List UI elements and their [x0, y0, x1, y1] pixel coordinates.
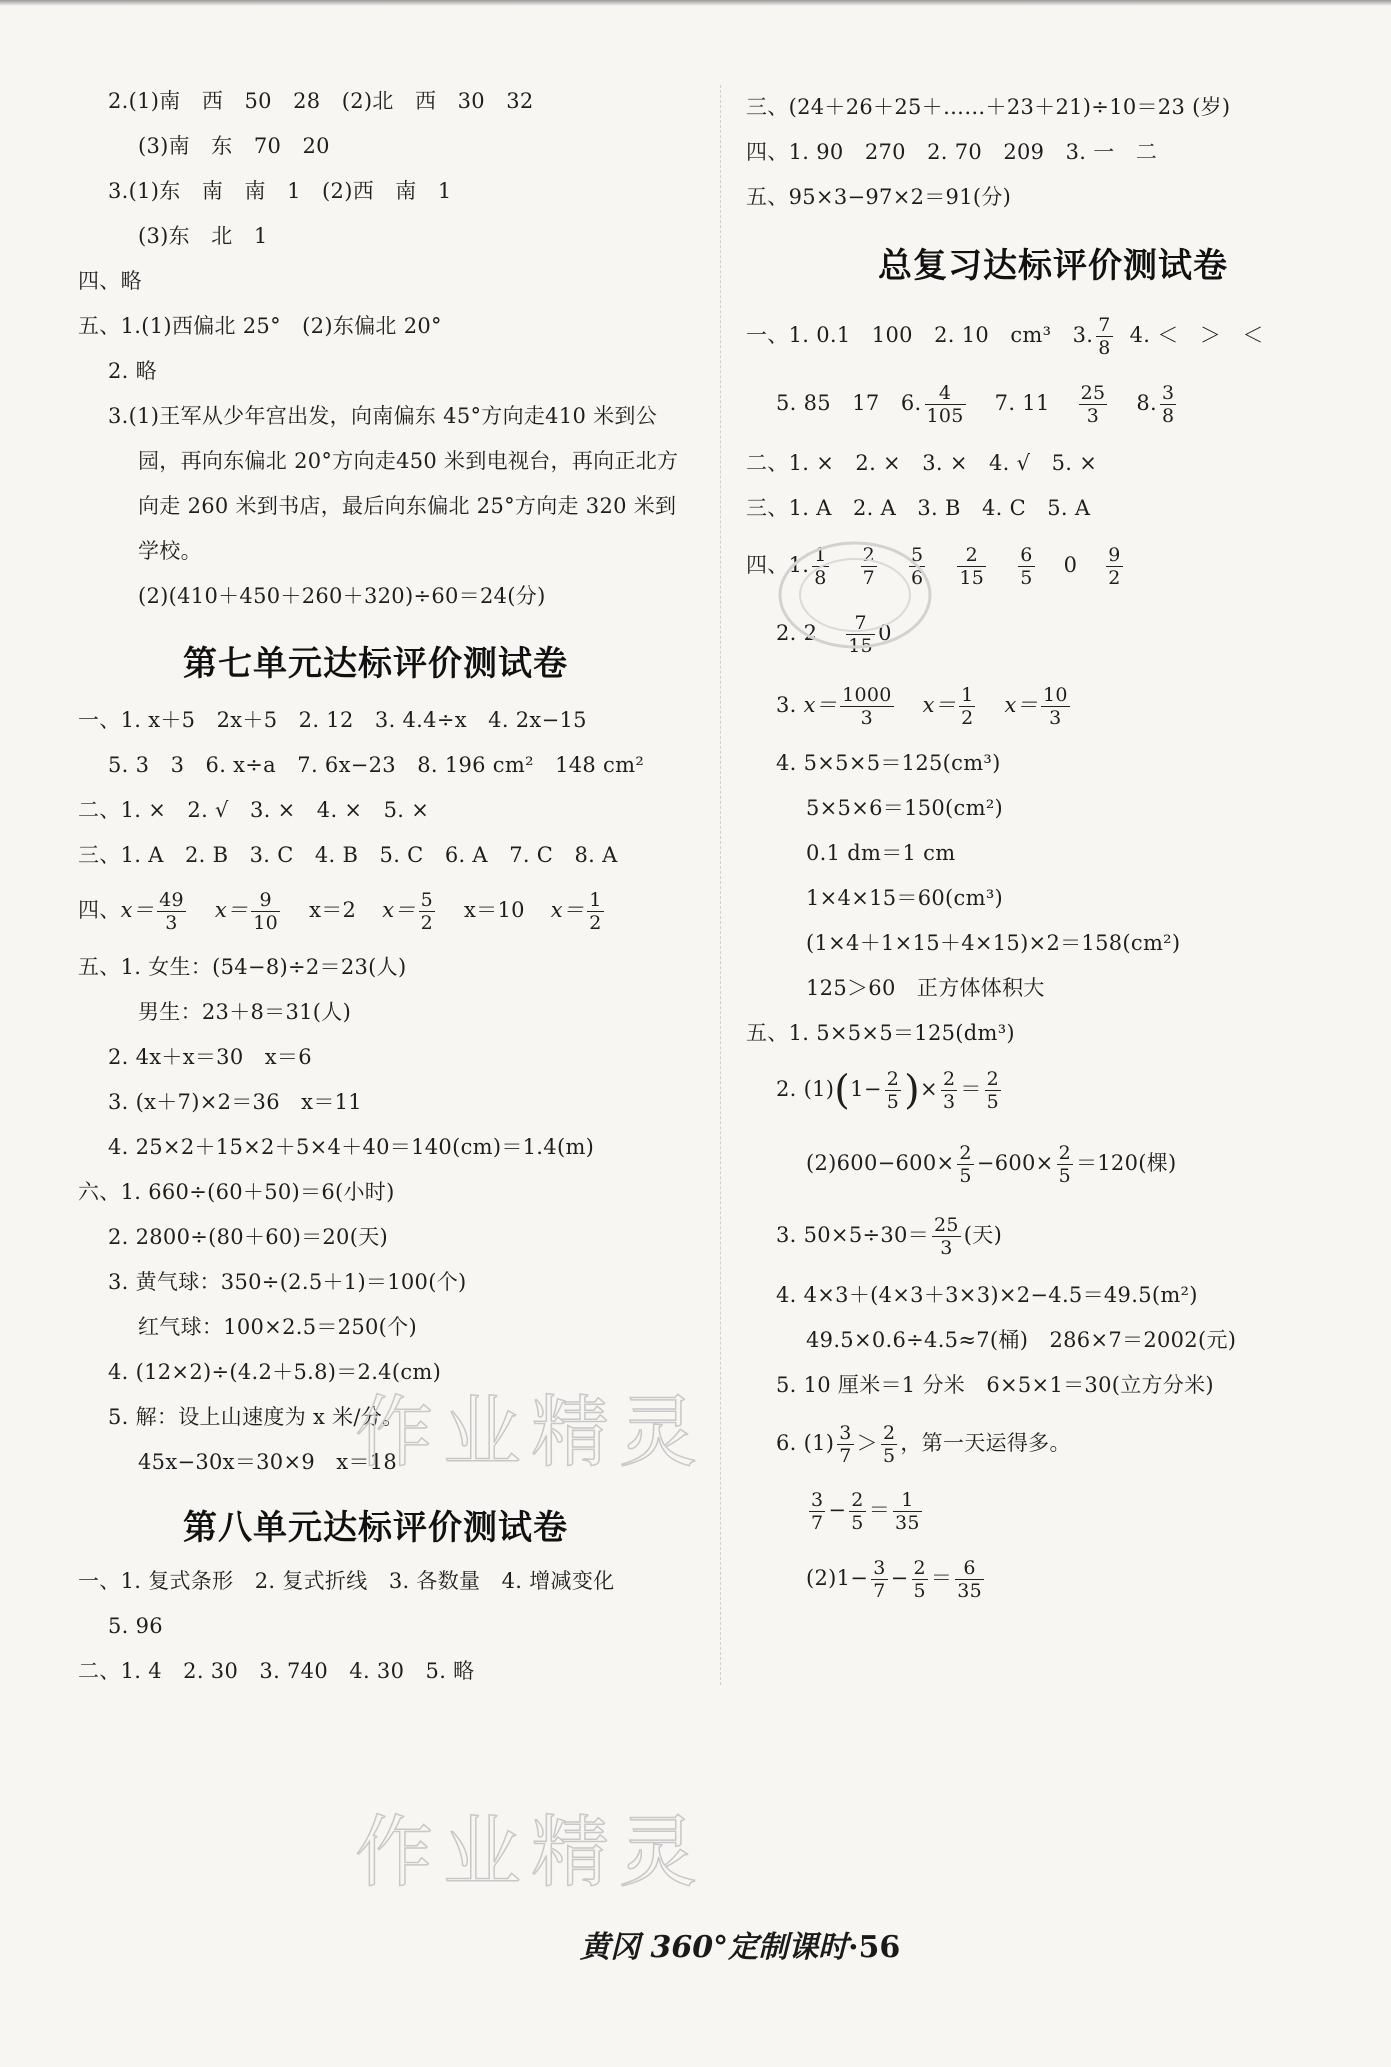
answer-line: (3)东 北 1 — [138, 224, 268, 248]
answer-line: 5. 96 — [108, 1614, 163, 1638]
answer-line-fractions: 一、1. 0.1 100 2. 10 cm³ 3. $\frac{7}{8}$ 4. ＜ ＞ ＜ — [746, 314, 1264, 359]
fraction: $\frac{2}{5}$ — [986, 1068, 1000, 1113]
fraction: $\frac{2}{5}$ — [959, 1142, 972, 1187]
fraction: $\frac{2}{5}$ — [851, 1489, 864, 1534]
answer-line: 5. 解：设上山速度为 x 米/分。 — [108, 1405, 404, 1429]
answer-line: 四、1. 90 270 2. 70 209 3. 一 二 — [746, 140, 1158, 164]
answer-line-fractions: 6. (1) $\frac{3}{7}$ ＞ $\frac{2}{5}$ ，第一天运得多。 — [776, 1422, 1071, 1467]
answer-line: 5. 10 厘米＝1 分米 6×5×1＝30(立方分米) — [776, 1373, 1214, 1397]
answer-line: (3)南 东 70 20 — [138, 134, 330, 158]
section-title-unit7: 第七单元达标评价测试卷 — [183, 644, 568, 684]
answer-line: 学校。 — [138, 539, 202, 563]
fraction: $\frac{25}{3}$ — [934, 1214, 959, 1259]
answer-line: (1×4＋1×15＋4×15)×2＝158(cm²) — [806, 931, 1181, 955]
answer-line: 1×4×15＝60(cm³) — [806, 886, 1004, 910]
fraction: $\frac{49}{3}$ — [159, 889, 184, 934]
fraction: $\frac{10}{3}$ — [1042, 684, 1068, 729]
prefix: 四、 — [78, 898, 121, 922]
answer-line-fractions: 3. x＝ $\frac{1000}{3}$ x＝ $\frac{1}{2}$ x＝ $\frac{10}{3}$ — [776, 684, 1068, 729]
answer-line: 2. 2800÷(80＋60)＝20(天) — [108, 1225, 388, 1249]
answer-line: 二、1. × 2. × 3. × 4. √ 5. × — [746, 451, 1098, 475]
fraction: $\frac{1}{2}$ — [589, 889, 602, 934]
answer-line: 4. 5×5×5＝125(cm³) — [776, 751, 1001, 775]
answer-line: 园，再向东偏北 20°方向走450 米到电视台，再向正北方 — [138, 449, 679, 473]
answer-line: 3.(1)东 南 南 1 (2)西 南 1 — [108, 179, 452, 203]
answer-line: 2.(1)南 西 50 28 (2)北 西 30 32 — [108, 89, 534, 113]
fraction: $\frac{6}{35}$ — [957, 1557, 982, 1602]
fraction: $\frac{4}{105}$ — [926, 382, 964, 427]
answer-value: x＝2 — [309, 898, 357, 922]
page-number: ·56 — [848, 1930, 901, 1965]
fraction: $\frac{2}{5}$ — [886, 1068, 900, 1113]
footer-brand: 黄冈 360°定制课时 — [580, 1930, 849, 1965]
answer-line-fractions: 2. (1)(1− $\frac{2}{5}$ )× $\frac{2}{3}$ ＝ $\frac{2}{5}$ — [776, 1067, 1000, 1114]
answer-line: 三、1. A 2. A 3. B 4. C 5. A — [746, 496, 1091, 520]
answer-line: 六、1. 660÷(60＋50)＝6(小时) — [78, 1180, 395, 1204]
answer-line: 五、1. 5×5×5＝125(dm³) — [746, 1021, 1015, 1045]
answer-line: 二、1. 4 2. 30 3. 740 4. 30 5. 略 — [78, 1659, 475, 1683]
answer-line: 4. 25×2＋15×2＋5×4＋40＝140(cm)＝1.4(m) — [108, 1135, 595, 1159]
fraction: $\frac{3}{7}$ — [839, 1422, 852, 1467]
answer-line: 5. 3 3 6. x÷a 7. 6x−23 8. 196 cm² 148 cm² — [108, 753, 645, 777]
fraction: $\frac{7}{8}$ — [1098, 314, 1111, 359]
answer-line: 五、1. 女生：(54−8)÷2＝23(人) — [78, 955, 407, 979]
fraction: $\frac{9}{10}$ — [253, 889, 279, 934]
fraction: $\frac{25}{3}$ — [1080, 382, 1106, 427]
answer-line: 4. 4×3＋(4×3＋3×3)×2−4.5＝49.5(m²) — [776, 1283, 1198, 1307]
fraction: $\frac{3}{7}$ — [811, 1489, 824, 1534]
fraction: $\frac{1}{8}$ — [814, 544, 827, 589]
answer-line: (2)(410＋450＋260＋320)÷60＝24(分) — [138, 584, 546, 608]
answer-line: 男生：23＋8＝31(人) — [138, 1000, 352, 1024]
answer-line: 2. 略 — [108, 359, 157, 383]
answer-line-fractions — [78, 885, 607, 935]
answer-line: 三、1. A 2. B 3. C 4. B 5. C 6. A 7. C 8. A — [78, 843, 618, 867]
fraction: $\frac{5}{6}$ — [911, 544, 924, 589]
answer-line: 红气球：100×2.5＝250(个) — [138, 1315, 417, 1339]
x-equals: x＝ — [120, 898, 155, 922]
answer-line: 五、95×3−97×2＝91(分) — [746, 185, 1012, 209]
answer-line: 四、略 — [78, 269, 142, 293]
fraction: $\frac{7}{15}$ — [848, 612, 874, 657]
answer-line-fractions: (2)1− $\frac{3}{7}$ − $\frac{2}{5}$ ＝ $\frac{6}{35}$ — [806, 1557, 982, 1602]
answer-line: 3. (x＋7)×2＝36 x＝11 — [108, 1090, 362, 1114]
top-edge-shadow — [0, 0, 1391, 6]
fraction: $\frac{2}{15}$ — [959, 544, 985, 589]
page-footer — [580, 1922, 900, 1966]
answer-line: 49.5×0.6÷4.5≈7(桶) 286×7＝2002(元) — [806, 1328, 1237, 1352]
answer-line: 3. 黄气球：350÷(2.5＋1)＝100(个) — [108, 1270, 467, 1294]
fraction: $\frac{1}{35}$ — [895, 1489, 920, 1534]
fraction: $\frac{2}{5}$ — [1058, 1142, 1071, 1187]
answer-line: 一、1. x＋5 2x＋5 2. 12 3. 4.4÷x 4. 2x−15 — [78, 708, 587, 732]
fraction: $\frac{1}{2}$ — [961, 684, 974, 729]
answer-line: 5×5×6＝150(cm²) — [806, 796, 1004, 820]
answer-line: 二、1. × 2. √ 3. × 4. × 5. × — [78, 798, 430, 822]
fraction: $\frac{2}{5}$ — [913, 1557, 926, 1602]
answer-line: 一、1. 复式条形 2. 复式折线 3. 各数量 4. 增减变化 — [78, 1569, 615, 1593]
fraction: $\frac{2}{3}$ — [942, 1068, 956, 1113]
fraction: $\frac{5}{2}$ — [420, 889, 434, 934]
answer-line-fractions: 四、1. $\frac{1}{8}$ $\frac{2}{7}$ $\frac{5}{6}$ $\frac{2}{15}$ $\frac{6}{5}$ 0 $\frac{9}{2}$ — [746, 544, 1121, 589]
watermark-text: 作业精灵 — [355, 1808, 708, 1898]
column-divider — [720, 85, 721, 1685]
fraction: $\frac{9}{2}$ — [1108, 544, 1121, 589]
answer-line-fractions: (2)600−600× $\frac{2}{5}$ −600× $\frac{2}{5}$ ＝120(棵) — [806, 1142, 1177, 1187]
answer-line-fractions: 5. 85 17 6. $\frac{4}{105}$ 7. 11 $\frac{25}{3}$ 8. $\frac{3}{8}$ — [776, 382, 1175, 427]
answer-line: 五、1.(1)西偏北 25° (2)东偏北 20° — [78, 314, 442, 338]
answer-line: 0.1 dm＝1 cm — [806, 841, 956, 865]
x-equals: x＝ — [214, 898, 249, 922]
answer-line: 45x−30x＝30×9 x＝18 — [138, 1450, 398, 1474]
fraction: $\frac{2}{5}$ — [882, 1422, 896, 1467]
x-equals: x＝ — [382, 898, 416, 922]
answer-line-fractions: 2. 2 $\frac{7}{15}$ 0 — [776, 612, 892, 657]
answer-line: 125＞60 正方体体积大 — [806, 976, 1045, 1000]
answer-line-fractions: $\frac{3}{7}$ − $\frac{2}{5}$ ＝ $\frac{1}{35}$ — [811, 1489, 920, 1534]
answer-line: 3.(1)王军从少年宫出发，向南偏东 45°方向走410 米到公 — [108, 404, 658, 428]
fraction: $\frac{2}{7}$ — [862, 544, 876, 589]
answer-line-fractions: 3. 50×5÷30＝ $\frac{25}{3}$ (天) — [776, 1214, 1003, 1259]
fraction: $\frac{1000}{3}$ — [842, 684, 892, 729]
watermark-text: 作业精灵 — [355, 1388, 708, 1478]
x-equals: x＝ — [550, 898, 585, 922]
answer-line: 2. 4x＋x＝30 x＝6 — [108, 1045, 312, 1069]
section-title-unit8: 第八单元达标评价测试卷 — [183, 1508, 568, 1548]
fraction: $\frac{3}{8}$ — [1162, 382, 1175, 427]
answer-line: 三、(24＋26＋25＋……＋23＋21)÷10＝23 (岁) — [746, 95, 1231, 119]
fraction: $\frac{6}{5}$ — [1020, 544, 1033, 589]
section-title-review: 总复习达标评价测试卷 — [878, 246, 1228, 286]
fraction: $\frac{3}{7}$ — [873, 1557, 886, 1602]
answer-line: 4. (12×2)÷(4.2＋5.8)＝2.4(cm) — [108, 1360, 442, 1384]
answer-line: 向走 260 米到书店，最后向东偏北 25°方向走 320 米到 — [138, 494, 677, 518]
answer-value: x＝10 — [464, 898, 525, 922]
watermark-stamp-icon — [775, 538, 935, 653]
